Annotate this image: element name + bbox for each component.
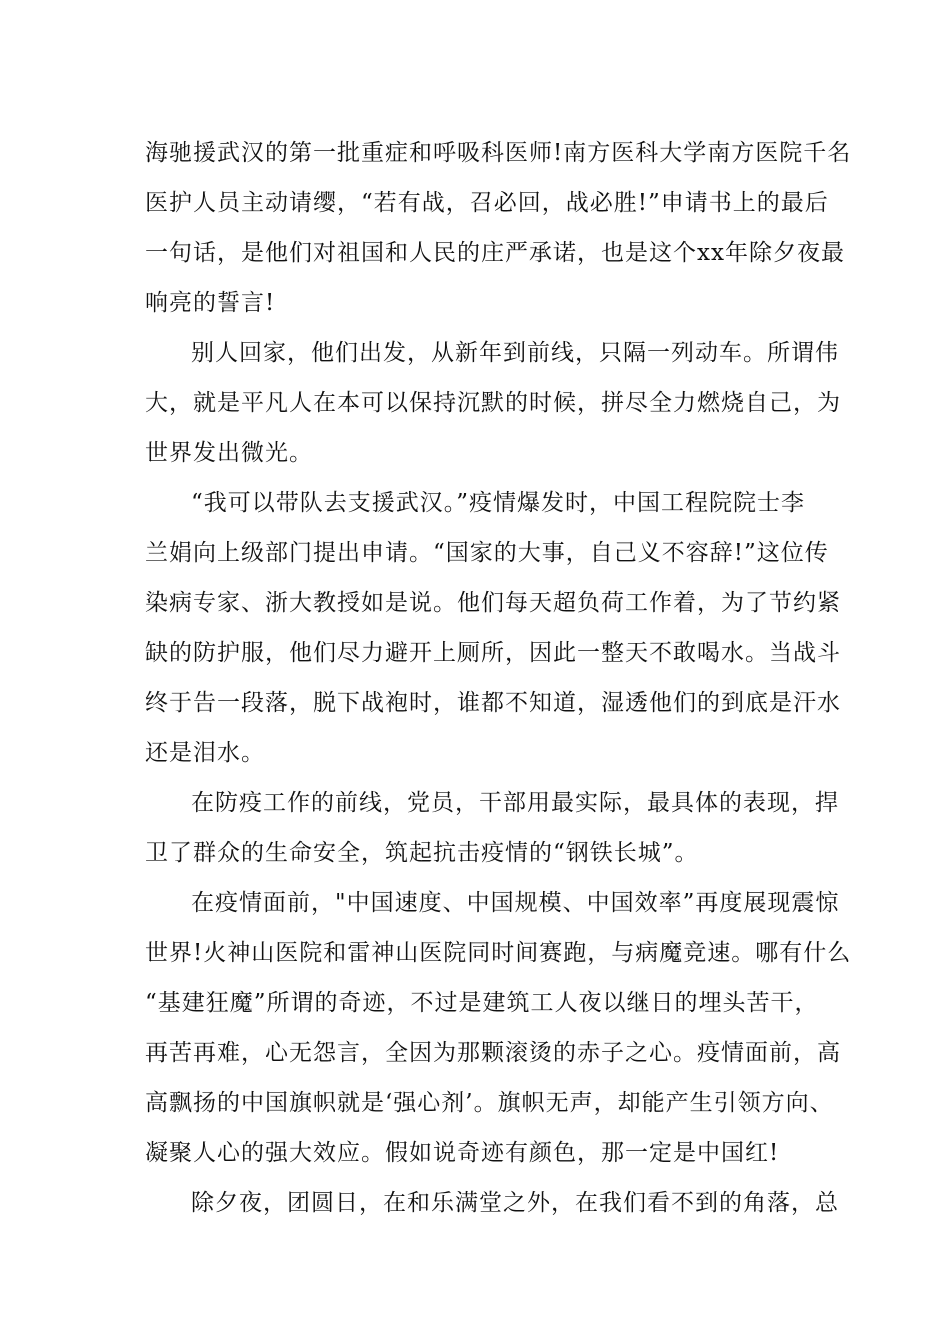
text-line: “基建狂魔”所谓的奇迹，不过是建筑工人夜以继日的埋头苦干，: [145, 990, 819, 1016]
text-line: 一句话，是他们对祖国和人民的庄严承诺，也是这个xx年除夕夜最: [145, 240, 845, 266]
paragraph-first-line: 别人回家，他们出发，从新年到前线，只隔一列动车。所谓伟: [191, 340, 839, 366]
text-line: 再苦再难，心无怨言，全因为那颗滚烫的赤子之心。疫情面前，高: [145, 1040, 841, 1066]
paragraph-first-line: 除夕夜，团圆日，在和乐满堂之外，在我们看不到的角落，总: [191, 1190, 839, 1216]
text-line: 大，就是平凡人在本可以保持沉默的时候，拼尽全力燃烧自己，为: [145, 390, 841, 416]
text-line: 缺的防护服，他们尽力避开上厕所，因此一整天不敢喝水。当战斗: [145, 640, 841, 666]
paragraph-first-line: 在防疫工作的前线，党员，干部用最实际，最具体的表现，捍: [191, 790, 839, 816]
text-line: 高飘扬的中国旗帜就是‘强心剂’。旗帜无声，却能产生引领方向、: [145, 1090, 834, 1116]
text-line: 终于告一段落，脱下战袍时，谁都不知道，湿透他们的到底是汗水: [145, 690, 841, 716]
text-line: 卫了群众的生命安全，筑起抗击疫情的“钢铁长城”。: [145, 840, 699, 866]
text-line: 兰娟向上级部门提出申请。“国家的大事，自己义不容辞!”这位传: [145, 540, 829, 566]
text-line: 还是泪水。: [145, 740, 265, 766]
paragraph-first-line: 在疫情面前，"中国速度、中国规模、中国效率”再度展现震惊: [191, 890, 840, 916]
text-line: 世界发出微光。: [145, 440, 313, 466]
document-body: [145, 128, 852, 1228]
text-line: 染病专家、浙大教授如是说。他们每天超负荷工作着，为了节约紧: [145, 590, 841, 616]
text-line: 海驰援武汉的第一批重症和呼吸科医师!南方医科大学南方医院千名: [145, 140, 852, 166]
text-line: 响亮的誓言!: [145, 290, 276, 316]
text-line: 凝聚人心的强大效应。假如说奇迹有颜色，那一定是中国红!: [145, 1140, 780, 1166]
text-line: 医护人员主动请缨，“若有战，召必回，战必胜!”申请书上的最后: [145, 190, 829, 216]
text-line: 世界!火神山医院和雷神山医院同时间赛跑，与病魔竞速。哪有什么: [145, 940, 852, 966]
paragraph-first-line: “我可以带队去支援武汉。”疫情爆发时，中国工程院院士李: [191, 490, 806, 516]
